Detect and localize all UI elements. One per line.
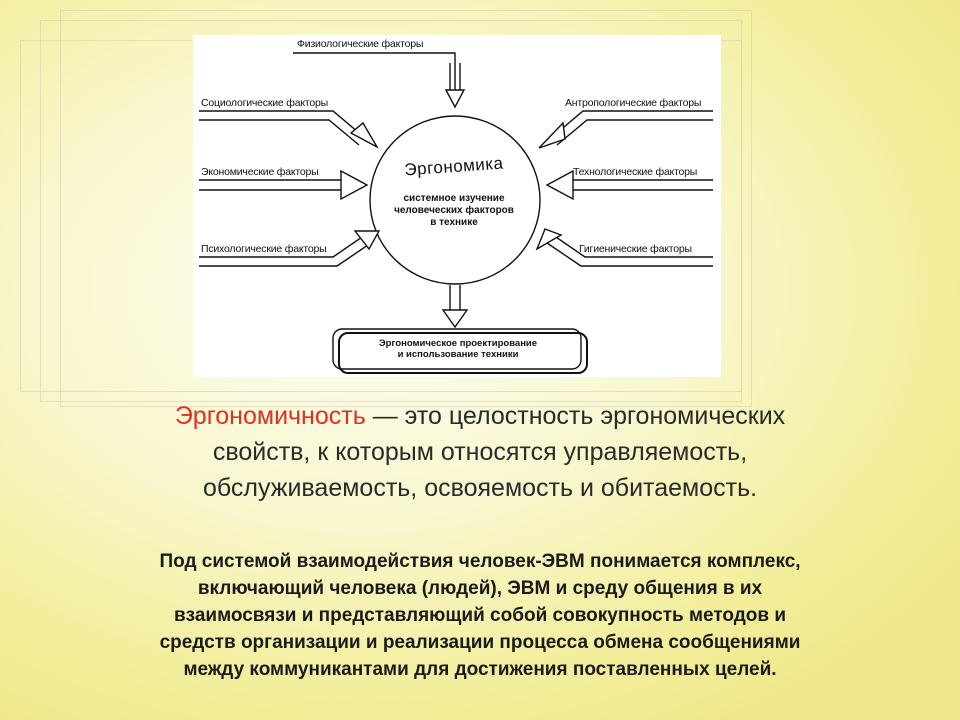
- center-subtitle: [379, 193, 529, 229]
- system-line: взаимосвязи и представляющий собой совокупность методов и: [173, 605, 787, 626]
- factor-right-2-label: Технологические факторы: [573, 166, 698, 178]
- factor-left-3-label: Психологические факторы: [201, 243, 327, 255]
- factor-right-3-label: Гигиенические факторы: [579, 243, 692, 255]
- definition-line: свойств, к которым относятся управляемость,: [212, 438, 748, 466]
- definition-paragraph: [60, 398, 900, 506]
- system-line: между коммуникантами для достижения поставленных целей.: [183, 659, 777, 680]
- factor-right-1-label: Антропологические факторы: [565, 97, 702, 109]
- system-line: включающий человека (людей), ЭВМ и среду общения в их: [197, 578, 763, 599]
- ergonomics-diagram: [193, 35, 721, 377]
- factor-top-label: Физиологические факторы: [297, 38, 424, 50]
- result-label: [343, 338, 573, 360]
- result-label-line: и использование техники: [397, 349, 519, 360]
- system-line: Под системой взаимодействия человек-ЭВМ понимается комплекс,: [159, 551, 801, 572]
- arrow-left-1: [199, 111, 365, 138]
- definition-line: обслуживаемость, освояемость и обитаемость.: [202, 474, 758, 502]
- center-subtitle-line: системное изучение: [403, 193, 505, 204]
- definition-term: Эргономичность: [174, 402, 366, 430]
- center-subtitle-line: в технике: [430, 217, 478, 228]
- definition-line: [60, 398, 900, 434]
- result-label-line: Эргономическое проектирование: [378, 338, 538, 349]
- factor-left-1-label: Социологические факторы: [201, 97, 328, 109]
- center-subtitle-line: человеческих факторов: [394, 205, 514, 216]
- arrow-bottom: [450, 285, 460, 310]
- arrow-top: [293, 53, 455, 90]
- system-paragraph: [50, 548, 910, 683]
- definition-text: — это целостность эргономических: [365, 402, 786, 430]
- factor-left-2-label: Экономические факторы: [201, 166, 319, 178]
- system-line: средств организации и реализации процесса обмена сообщениями: [159, 632, 801, 653]
- arrow-right-1: [551, 111, 713, 138]
- center-title: Эргономика: [403, 153, 505, 180]
